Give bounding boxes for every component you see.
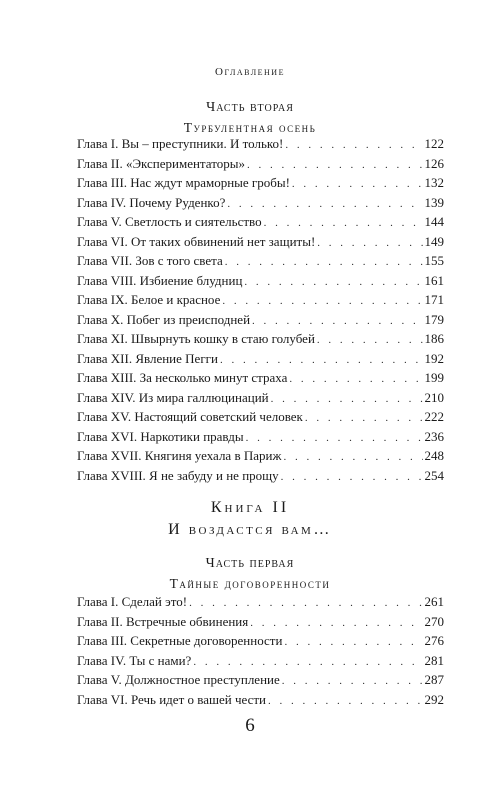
part-two-title: Часть вторая [206, 100, 294, 115]
toc-entry-title: Глава XVI. Наркотики правды [77, 428, 244, 444]
toc-entry [77, 368, 444, 388]
toc-entry [77, 212, 444, 232]
toc-entry [77, 407, 444, 427]
toc-entry-title: Глава XVIII. Я не забуду и не прощу [77, 467, 279, 483]
part-two-subtitle: Турбулентная осень [183, 120, 317, 135]
toc-entry-title: Глава VIII. Избиение блудниц [77, 272, 243, 288]
toc-entry-page: 132 [424, 175, 444, 190]
toc-entry [77, 427, 444, 447]
toc-entry-page: 261 [424, 594, 444, 609]
toc-entry-title: Глава X. Побег из преисподней [77, 311, 251, 327]
toc-entry-title: Глава VI. От таких обвинений нет защиты! [77, 233, 316, 249]
toc-entry-page: 126 [424, 155, 444, 171]
toc-entry [77, 251, 444, 271]
toc-entry [77, 173, 444, 193]
toc-entry [77, 388, 444, 408]
toc-entry-title: Глава VII. Зов с того света [77, 253, 223, 268]
toc-part-one [77, 592, 444, 709]
toc-entry-title: Глава I. Вы – преступники. И только! [77, 136, 284, 151]
toc-entry-page: 199 [424, 370, 444, 385]
toc-entry-page: 144 [424, 214, 444, 229]
toc-entry-title: Глава IV. Ты с нами? [77, 652, 192, 668]
toc-entry-title: Глава IX. Белое и красное [77, 292, 221, 307]
toc-entry-title: Глава XII. Явление Пегги [77, 350, 218, 366]
toc-entry [77, 290, 444, 310]
toc-entry [77, 651, 444, 671]
toc-entry-title: Глава VI. Речь идет о вашей чести [77, 691, 267, 707]
toc-entry-page: 210 [424, 389, 444, 405]
toc-dot-leader [283, 448, 422, 468]
toc-entry-page: 292 [424, 691, 444, 707]
toc-dot-leader [282, 672, 423, 692]
toc-dot-leader [222, 292, 422, 312]
toc-entry-page: 122 [424, 136, 444, 151]
toc-entry [77, 329, 444, 349]
toc-entry-page: 186 [424, 331, 444, 346]
toc-dot-leader [281, 468, 423, 488]
toc-entry-page: 222 [424, 409, 444, 424]
toc-entry-title: Глава IV. Почему Руденко? [77, 194, 226, 210]
toc-dot-leader [284, 633, 422, 653]
toc-entry [77, 612, 444, 632]
toc-entry [77, 134, 444, 154]
toc-entry-page: 155 [424, 253, 444, 268]
toc-entry-title: Глава XI. Швырнуть кошку в стаю голубей [77, 331, 315, 346]
toc-dot-leader [289, 370, 422, 390]
toc-entry-title: Глава XIV. Из мира галлюцинаций [77, 389, 269, 405]
book-title: Книга II [210, 499, 290, 516]
toc-entry [77, 232, 444, 252]
book-subtitle: И воздастся вам… [168, 521, 332, 538]
toc-entry-page: 236 [424, 428, 444, 444]
toc-entry-page: 171 [424, 292, 444, 307]
part-one-title: Часть первая [205, 556, 295, 571]
toc-entry-page: 139 [424, 194, 444, 210]
toc-entry-page: 287 [424, 672, 444, 687]
toc-entry-page: 276 [424, 633, 444, 648]
toc-entry [77, 349, 444, 369]
toc-dot-leader [305, 409, 423, 429]
toc-entry-title: Глава II. Встречные обвинения [77, 613, 249, 629]
toc-entry-page: 270 [424, 613, 444, 629]
toc-entry-title: Глава XV. Настоящий советский человек [77, 409, 303, 424]
toc-entry [77, 670, 444, 690]
toc-entry [77, 193, 444, 213]
part-one-subtitle: Тайные договоренности [169, 576, 331, 591]
toc-dot-leader [317, 331, 423, 351]
toc-entry [77, 592, 444, 612]
toc-entry-title: Глава V. Светлость и сиятельство [77, 214, 262, 229]
toc-entry-title: Глава XVII. Княгиня уехала в Париж [77, 448, 282, 463]
toc-entry-title: Глава XIII. За несколько минут страха [77, 370, 288, 385]
toc-entry [77, 310, 444, 330]
toc-entry [77, 631, 444, 651]
toc-entry [77, 154, 444, 174]
toc-dot-leader [268, 692, 422, 712]
toc-entry-title: Глава II. «Экспериментаторы» [77, 155, 245, 171]
toc-entry-page: 192 [424, 350, 444, 366]
toc-entry-title: Глава V. Должностное преступление [77, 672, 280, 687]
toc-entry-page: 149 [424, 233, 444, 249]
toc-entry-title: Глава I. Сделай это! [77, 594, 188, 609]
toc-dot-leader [225, 253, 423, 273]
toc-entry [77, 271, 444, 291]
toc-entry-title: Глава III. Секретные договоренности [77, 633, 283, 648]
toc-entry-page: 254 [424, 467, 444, 483]
toc-dot-leader [317, 234, 422, 254]
toc-entry [77, 446, 444, 466]
running-head: Оглавление [215, 66, 285, 78]
toc-entry-page: 179 [424, 311, 444, 327]
page-number: 6 [245, 715, 255, 736]
toc-entry [77, 690, 444, 710]
toc-dot-leader [292, 175, 423, 195]
toc-entry-page: 161 [424, 272, 444, 288]
toc-entry-page: 281 [424, 652, 444, 668]
toc-part-two [77, 134, 444, 485]
toc-entry-title: Глава III. Нас ждут мраморные гробы! [77, 175, 290, 190]
toc-entry [77, 466, 444, 486]
toc-entry-page: 248 [424, 448, 444, 463]
toc-dot-leader [285, 136, 422, 156]
toc-dot-leader [244, 273, 422, 293]
